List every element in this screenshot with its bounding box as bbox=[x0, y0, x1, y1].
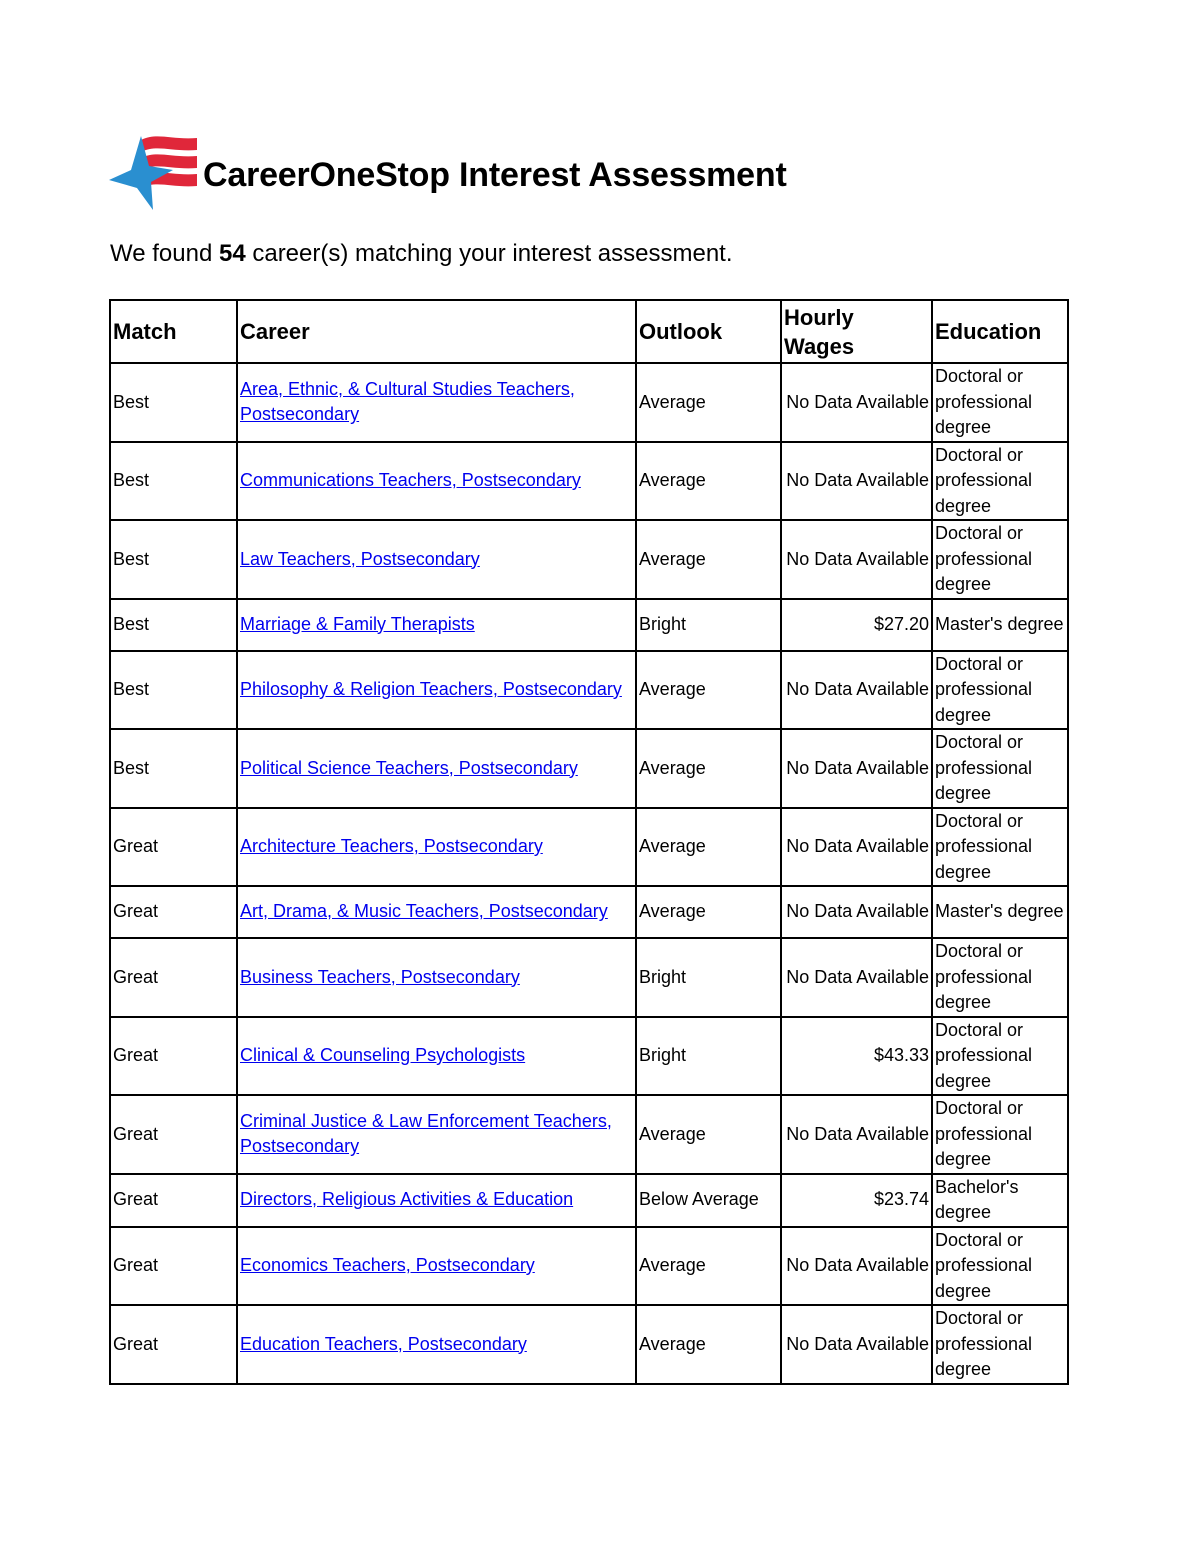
outlook-cell: Bright bbox=[636, 599, 781, 651]
table-row bbox=[110, 363, 1068, 442]
outlook-cell: Bright bbox=[636, 938, 781, 1017]
table-row bbox=[110, 808, 1068, 887]
outlook-cell: Average bbox=[636, 808, 781, 887]
outlook-cell: Average bbox=[636, 886, 781, 938]
education-cell: Doctoral or professional degree bbox=[932, 363, 1068, 442]
outlook-cell: Average bbox=[636, 363, 781, 442]
education-cell: Doctoral or professional degree bbox=[932, 1227, 1068, 1306]
career-link[interactable]: Criminal Justice & Law Enforcement Teachers, Postsecondary bbox=[240, 1110, 612, 1157]
career-link[interactable]: Education Teachers, Postsecondary bbox=[240, 1333, 527, 1354]
education-cell: Doctoral or professional degree bbox=[932, 651, 1068, 730]
column-header-outlook: Outlook bbox=[636, 300, 781, 363]
career-results-table bbox=[109, 299, 1069, 1385]
table-row bbox=[110, 442, 1068, 521]
table-row bbox=[110, 520, 1068, 599]
page-header bbox=[107, 130, 787, 214]
page-title: CareerOneStop Interest Assessment bbox=[203, 155, 787, 194]
career-link[interactable]: Art, Drama, & Music Teachers, Postsecondary bbox=[240, 901, 608, 922]
wages-cell: No Data Available bbox=[781, 886, 932, 938]
match-cell: Great bbox=[110, 1227, 237, 1306]
logo-flag-stripe-top bbox=[141, 136, 197, 152]
career-link[interactable]: Economics Teachers, Postsecondary bbox=[240, 1255, 535, 1275]
wages-cell: No Data Available bbox=[781, 938, 932, 1017]
education-cell: Bachelor's degree bbox=[932, 1174, 1068, 1227]
career-cell bbox=[237, 808, 636, 887]
outlook-cell: Average bbox=[636, 520, 781, 599]
education-cell: Master's degree bbox=[932, 599, 1068, 651]
table-header-row bbox=[110, 300, 1068, 363]
wages-cell: No Data Available bbox=[781, 729, 932, 808]
table-row bbox=[110, 599, 1068, 651]
outlook-cell: Average bbox=[636, 651, 781, 730]
table-row bbox=[110, 1017, 1068, 1096]
wages-cell: No Data Available bbox=[781, 1305, 932, 1384]
outlook-cell: Average bbox=[636, 1095, 781, 1174]
match-cell: Best bbox=[110, 729, 237, 808]
wages-cell: $23.74 bbox=[781, 1174, 932, 1227]
career-cell bbox=[237, 1227, 636, 1306]
career-cell bbox=[237, 599, 636, 651]
match-cell: Great bbox=[110, 886, 237, 938]
education-cell: Master's degree bbox=[932, 886, 1068, 938]
wages-cell: No Data Available bbox=[781, 651, 932, 730]
career-cell bbox=[237, 1174, 636, 1227]
outlook-cell: Average bbox=[636, 442, 781, 521]
outlook-cell: Average bbox=[636, 729, 781, 808]
table-row bbox=[110, 938, 1068, 1017]
careeronestop-logo-icon bbox=[107, 130, 203, 214]
match-cell: Great bbox=[110, 808, 237, 887]
career-cell bbox=[237, 1095, 636, 1174]
career-link[interactable]: Directors, Religious Activities & Education bbox=[240, 1189, 574, 1210]
summary-suffix: career(s) matching your interest assessment. bbox=[252, 240, 733, 267]
career-link[interactable]: Marriage & Family Therapists bbox=[240, 613, 475, 634]
wages-cell: No Data Available bbox=[781, 520, 932, 599]
education-cell: Doctoral or professional degree bbox=[932, 1095, 1068, 1174]
career-link[interactable]: Communications Teachers, Postsecondary bbox=[240, 470, 581, 490]
education-cell: Doctoral or professional degree bbox=[932, 729, 1068, 808]
match-cell: Best bbox=[110, 599, 237, 651]
education-cell: Doctoral or professional degree bbox=[932, 520, 1068, 599]
career-cell bbox=[237, 520, 636, 599]
career-cell bbox=[237, 729, 636, 808]
career-link[interactable]: Business Teachers, Postsecondary bbox=[240, 966, 520, 987]
match-cell: Best bbox=[110, 442, 237, 521]
column-header-hourly-wages: Hourly Wages bbox=[781, 300, 932, 363]
career-cell bbox=[237, 363, 636, 442]
wages-cell: No Data Available bbox=[781, 1227, 932, 1306]
table-row bbox=[110, 1227, 1068, 1306]
column-header-match: Match bbox=[110, 300, 237, 363]
career-cell bbox=[237, 442, 636, 521]
career-link[interactable]: Area, Ethnic, & Cultural Studies Teachers, Postsecondary bbox=[240, 378, 575, 425]
outlook-cell: Below Average bbox=[636, 1174, 781, 1227]
match-cell: Great bbox=[110, 1095, 237, 1174]
match-cell: Great bbox=[110, 938, 237, 1017]
summary-prefix: We found bbox=[110, 240, 213, 267]
wages-cell: No Data Available bbox=[781, 363, 932, 442]
result-count: 54 bbox=[218, 240, 246, 267]
outlook-cell: Average bbox=[636, 1227, 781, 1306]
match-cell: Great bbox=[110, 1017, 237, 1096]
career-link[interactable]: Architecture Teachers, Postsecondary bbox=[240, 836, 543, 856]
table-row bbox=[110, 886, 1068, 938]
match-cell: Best bbox=[110, 363, 237, 442]
wages-cell: $27.20 bbox=[781, 599, 932, 651]
match-cell: Great bbox=[110, 1305, 237, 1384]
career-cell bbox=[237, 938, 636, 1017]
education-cell: Doctoral or professional degree bbox=[932, 1017, 1068, 1096]
career-cell bbox=[237, 1305, 636, 1384]
career-link[interactable]: Philosophy & Religion Teachers, Postsecondary bbox=[240, 679, 622, 699]
match-cell: Great bbox=[110, 1174, 237, 1227]
education-cell: Doctoral or professional degree bbox=[932, 938, 1068, 1017]
career-link[interactable]: Law Teachers, Postsecondary bbox=[240, 548, 480, 569]
education-cell: Doctoral or professional degree bbox=[932, 1305, 1068, 1384]
table-row bbox=[110, 1174, 1068, 1227]
career-link[interactable]: Clinical & Counseling Psychologists bbox=[240, 1045, 526, 1065]
results-summary bbox=[110, 240, 733, 268]
table-row bbox=[110, 651, 1068, 730]
outlook-cell: Bright bbox=[636, 1017, 781, 1096]
wages-cell: $43.33 bbox=[781, 1017, 932, 1096]
wages-cell: No Data Available bbox=[781, 808, 932, 887]
table-row bbox=[110, 1305, 1068, 1384]
wages-cell: No Data Available bbox=[781, 442, 932, 521]
column-header-career: Career bbox=[237, 300, 636, 363]
table-row bbox=[110, 729, 1068, 808]
education-cell: Doctoral or professional degree bbox=[932, 442, 1068, 521]
career-cell bbox=[237, 651, 636, 730]
education-cell: Doctoral or professional degree bbox=[932, 808, 1068, 887]
career-cell bbox=[237, 886, 636, 938]
outlook-cell: Average bbox=[636, 1305, 781, 1384]
career-link[interactable]: Political Science Teachers, Postsecondary bbox=[240, 757, 578, 778]
column-header-education: Education bbox=[932, 300, 1068, 363]
wages-cell: No Data Available bbox=[781, 1095, 932, 1174]
match-cell: Best bbox=[110, 651, 237, 730]
career-cell bbox=[237, 1017, 636, 1096]
table-row bbox=[110, 1095, 1068, 1174]
match-cell: Best bbox=[110, 520, 237, 599]
